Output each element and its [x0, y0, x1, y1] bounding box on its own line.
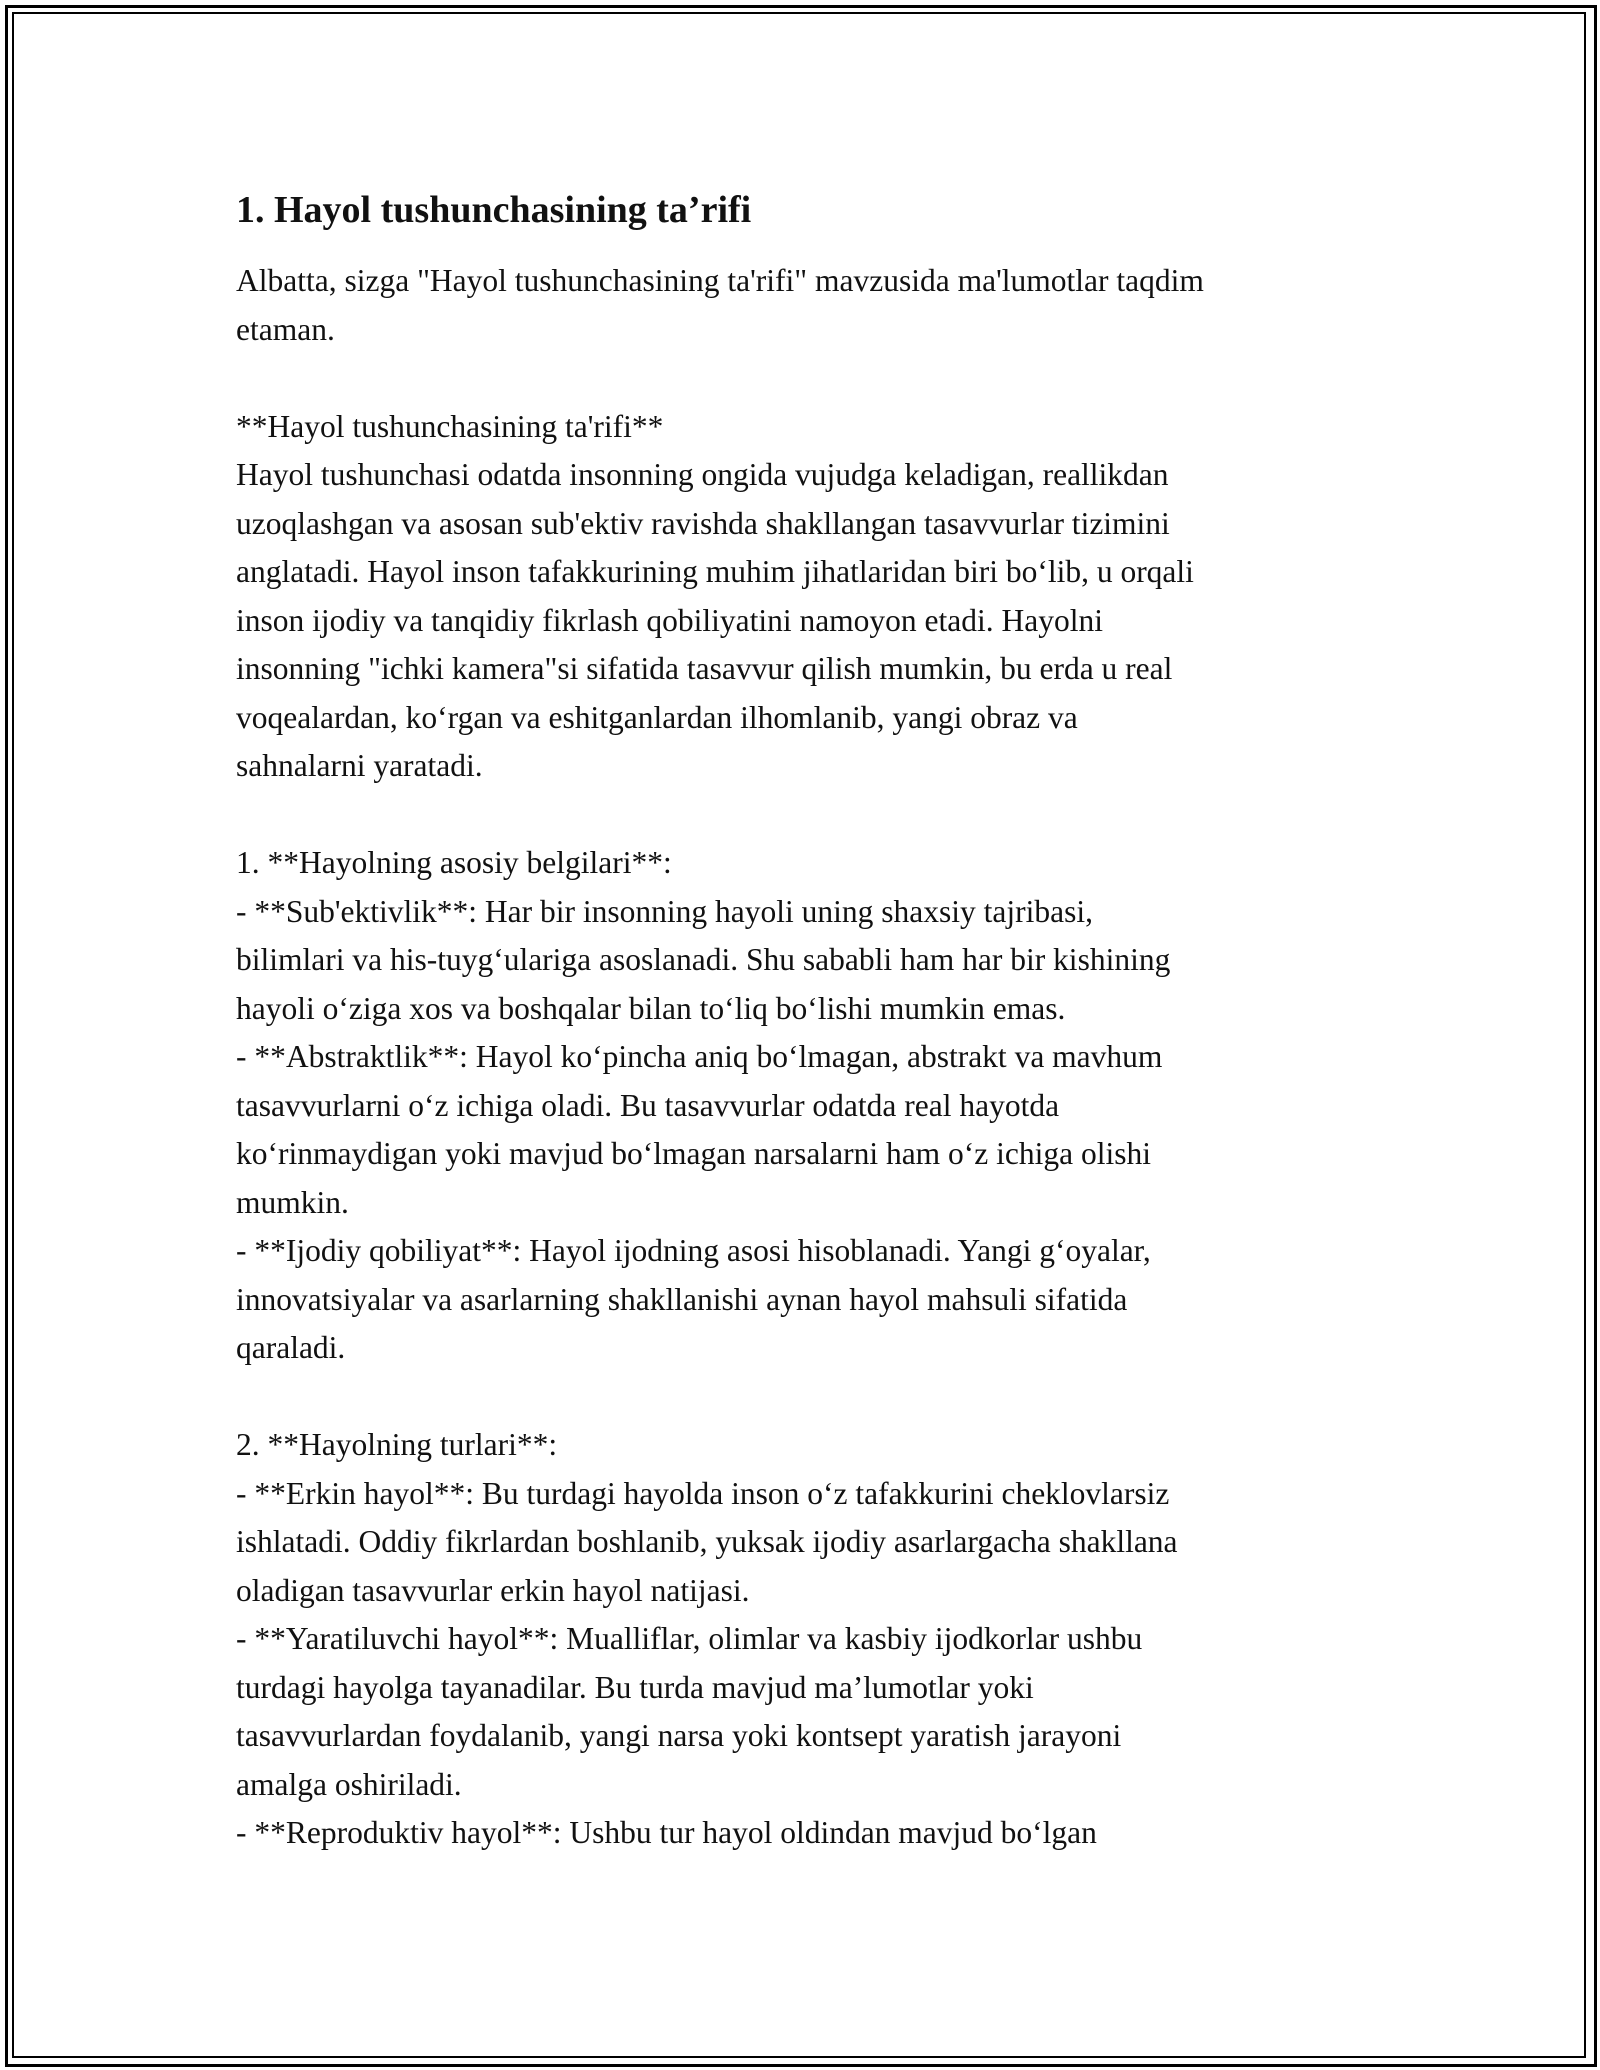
- section-characteristics: 1. **Hayolning asosiy belgilari**: - **Sub'ektivlik**: Har bir insonning hayoli uning shaxsiy tajribasi, bilimlari va his-tuyg‘ulariga asoslanadi. Shu sababli ham har bir kishining hayoli o‘ziga xos va boshqalar bilan to‘liq bo‘lishi mumkin emas. - **Abstraktlik**: Hayol ko‘pincha aniq bo‘lmagan, abstrakt va mavhum tasavvurlarni o‘z ichiga oladi. Bu tasavvurlar odatda real hayotda ko‘rinmaydigan yoki mavjud bo‘lmagan narsalarni ham o‘z ichiga olishi mumkin. - **Ijodiy qobiliyat**: Hayol ijodning asosi hisoblanadi. Yangi g‘oyalar, innovatsiyalar va asarlarning shakllanishi aynan hayol mahsuli sifatida qaraladi.: [236, 845, 1171, 1365]
- paragraph-spacer: [236, 791, 1396, 840]
- definition-paragraph: **Hayol tushunchasining ta'rifi** Hayol tushunchasi odatda insonning ongida vujudga keladigan, reallikdan uzoqlashgan va asosan sub'ektiv ravishda shakllangan tasavvurlar tizimini anglatadi. Hayol inson tafakkurining muhim jihatlaridan biri bo‘lib, u orqali inson ijodiy va tanqidiy fikrlash qobiliyatini namoyon etadi. Hayolni insonning "ichki kamera"si sifatida tasavvur qilish mumkin, bu erda u real voqealardan, ko‘rgan va eshitganlardan ilhomlanib, yangi obraz va sahnalarni yaratadi.: [236, 408, 1194, 783]
- paragraph-spacer: [236, 1373, 1396, 1422]
- document-heading: 1. Hayol tushunchasining ta’rifi: [236, 189, 752, 231]
- intro-paragraph: Albatta, sizga "Hayol tushunchasining ta'rifi" mavzusida ma'lumotlar taqdim etaman.: [236, 263, 1204, 347]
- document-body: [236, 186, 1396, 1858]
- section-types: 2. **Hayolning turlari**: - **Erkin hayol**: Bu turdagi hayolda inson o‘z tafakkurini cheklovlarsiz ishlatadi. Oddiy fikrlardan boshlanib, yuksak ijodiy asarlargacha shakllana oladigan tasavvurlar erkin hayol natijasi. - **Yaratiluvchi hayol**: Mualliflar, olimlar va kasbiy ijodkorlar ushbu turdagi hayolga tayanadilar. Bu turda mavjud ma’lumotlar yoki tasavvurlardan foydalanib, yangi narsa yoki kontsept yaratish jarayoni amalga oshiriladi. - **Reproduktiv hayol**: Ushbu tur hayol oldindan mavjud bo‘lgan: [236, 1427, 1178, 1850]
- paragraph-spacer: [236, 354, 1396, 403]
